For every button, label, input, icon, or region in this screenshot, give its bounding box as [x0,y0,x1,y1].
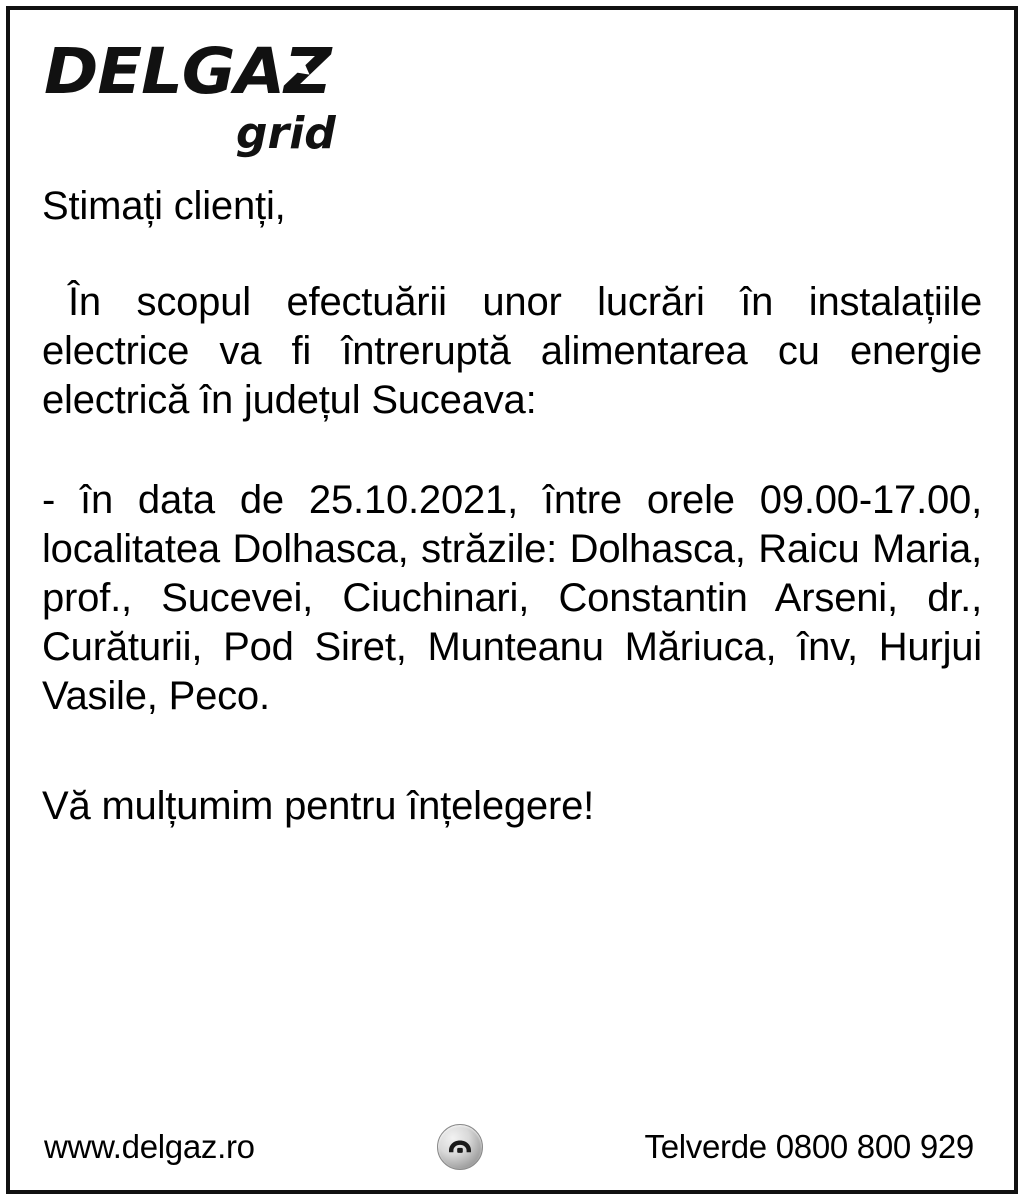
thanks-line: Vă mulțumim pentru înțelegere! [42,784,595,829]
delgaz-logo [36,28,988,168]
notice-frame [6,6,1018,1194]
logo-subtext: grid [236,108,336,159]
outage-entry: - în data de 25.10.2021, între orele 09.00-17.00, localitatea Dolhasca, străzile: Dolhasca, Raicu Maria, prof., Sucevei, Ciuchinari, Constantin Arseni, dr., Curăturii, Pod Siret, Munteanu Măriuca, înv, Hurjui Vasile, Peco. [42,478,982,718]
telephone-icon [437,1124,483,1170]
phone-badge-wrap [437,1124,483,1170]
logo-wordmark: DELGAZ [44,35,331,108]
website-link[interactable]: www.delgaz.ro [44,1128,255,1165]
intro-paragraph: În scopul efectuării unor lucrări în instalațiile electrice va fi întreruptă alimentarea cu energie electrică în județul Suceava: [42,280,982,422]
notice-body [36,168,988,1110]
telverde-number: Telverde 0800 800 929 [644,1128,974,1165]
footer [36,1110,988,1190]
salutation: Stimați clienți, [42,184,286,228]
logo-accent-triangle-icon [288,54,312,74]
